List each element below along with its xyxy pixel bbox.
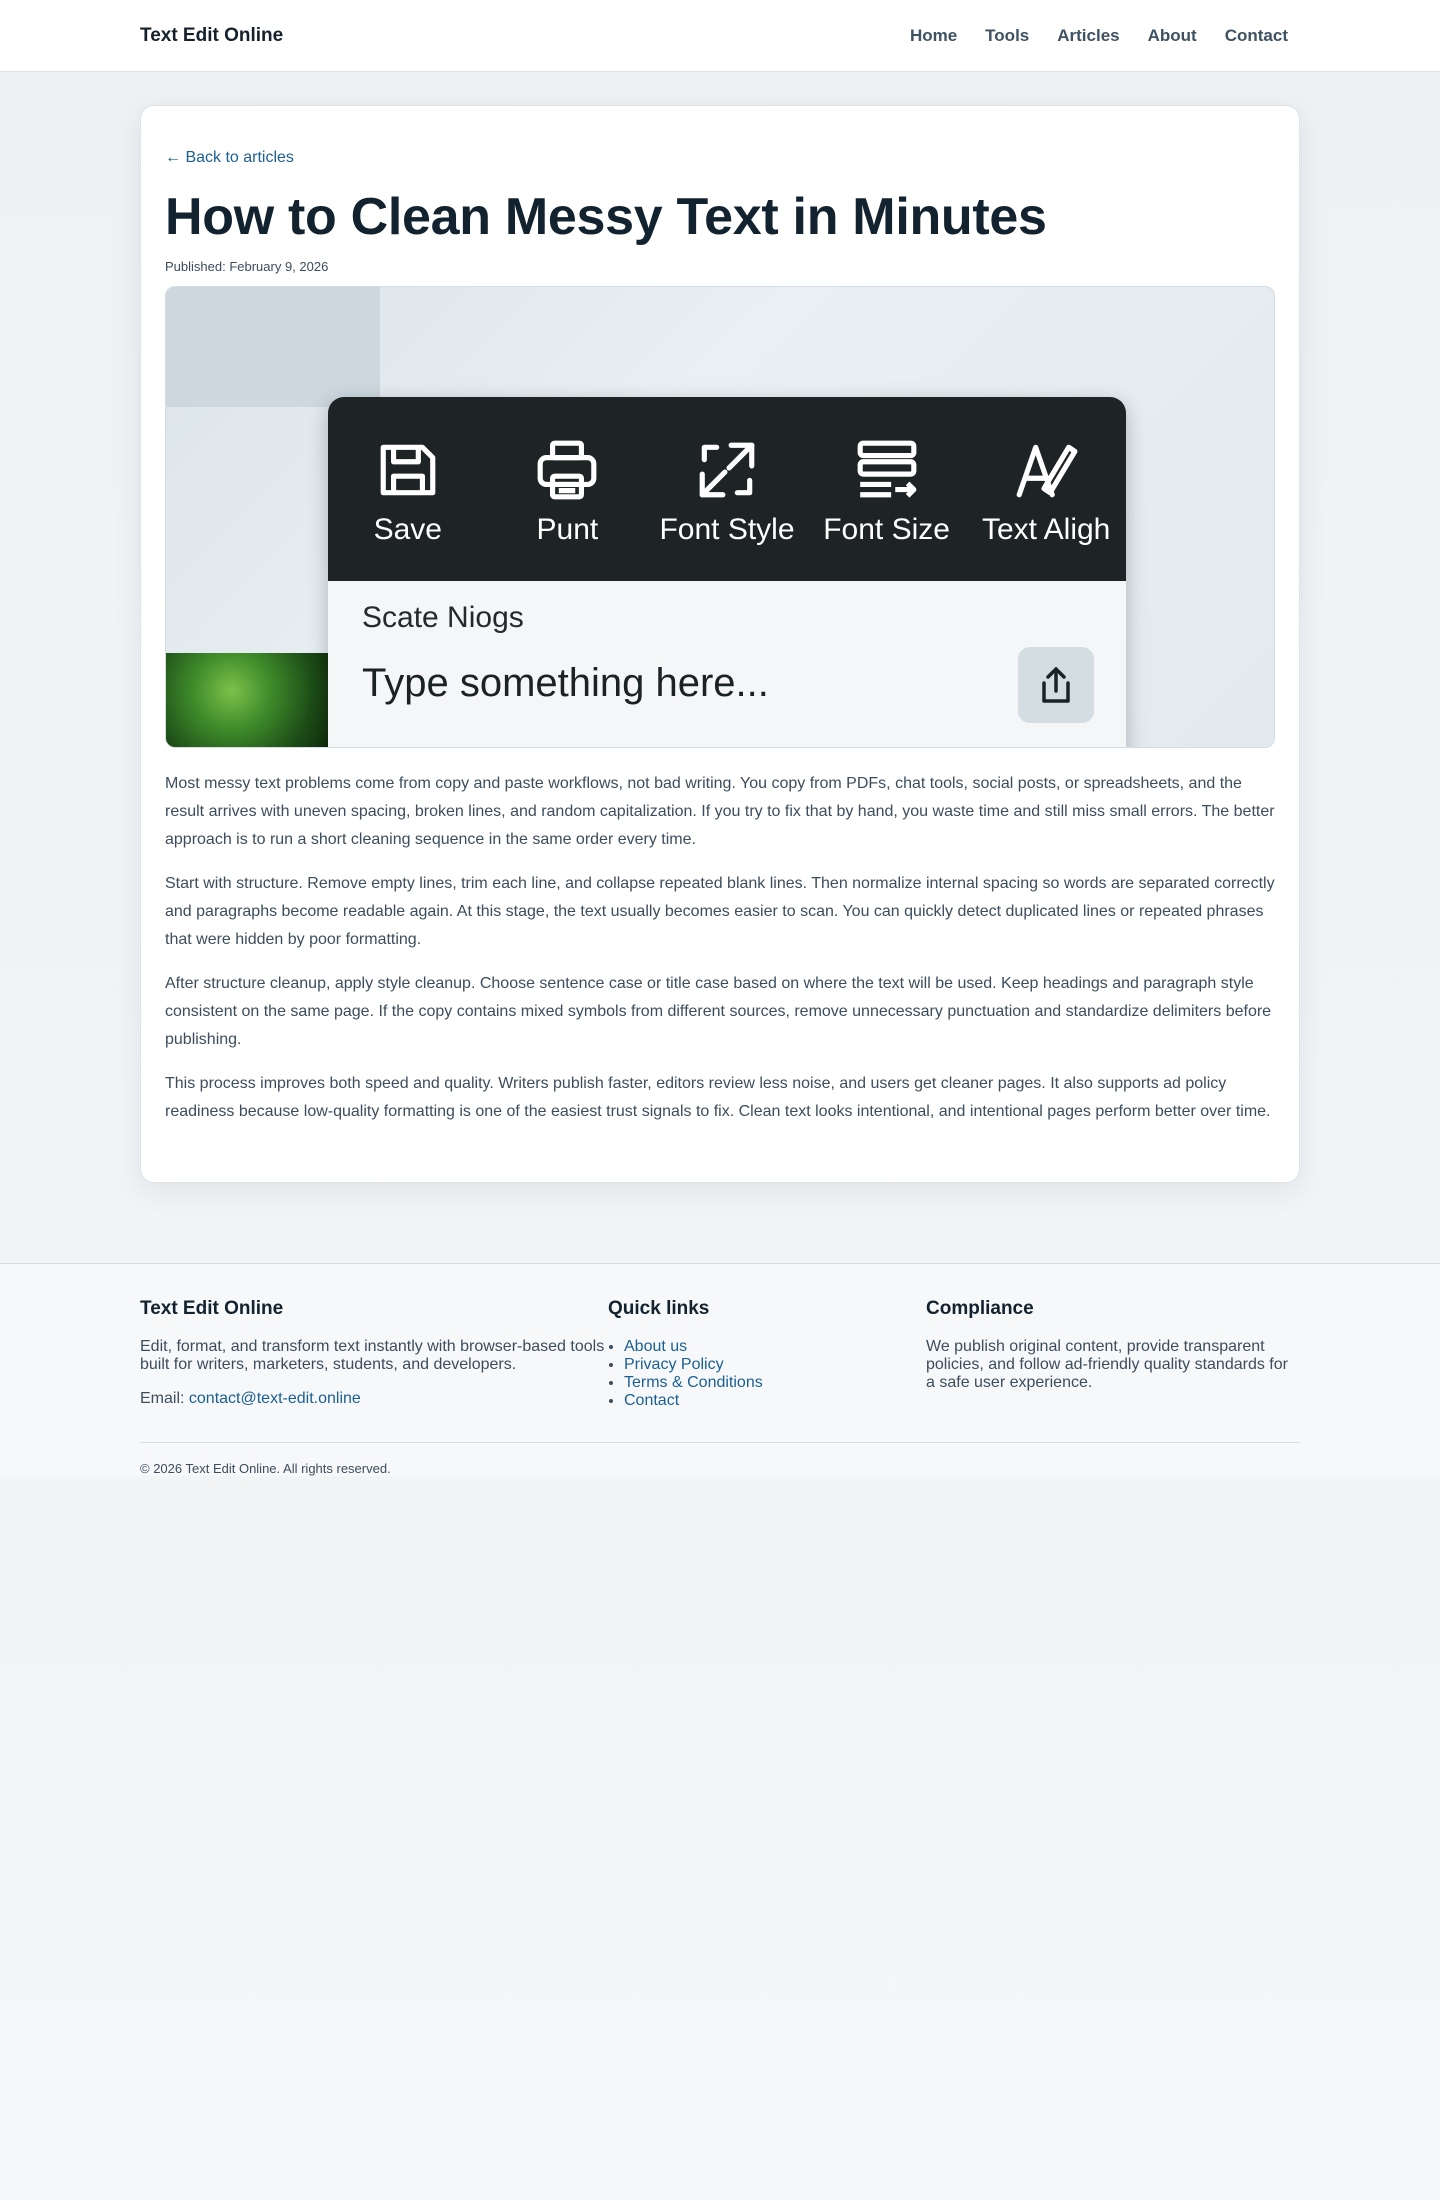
main-nav xyxy=(896,26,1300,46)
tool-font-size xyxy=(812,437,962,547)
article-title: How to Clean Messy Text in Minutes xyxy=(165,188,1047,246)
footer-columns xyxy=(140,1298,1300,1410)
tool-font-style-label: Font Style xyxy=(659,513,795,546)
article-body xyxy=(165,770,1275,1126)
footer-description: Edit, format, and transform text instantly with browser-based tools built for writers, marketers, students, and developers. xyxy=(140,1338,605,1373)
article-paragraph: After structure cleanup, apply style cleanup. Choose sentence case or title case based on where the text will be used. Keep headings and paragraph style consistent on the same page. If the copy contains mixed symbols from different sources, remove unnecessary punctuation and standardize delimiters before publishing. xyxy=(165,975,1272,1048)
list-item xyxy=(624,1374,926,1392)
article-paragraph: Most messy text problems come from copy and paste workflows, not bad writing. You copy from PDFs, chat tools, social posts, or spreadsheets, and the result arrives with uneven spacing, broken lines, and random capitalization. If you try to fix that by hand, you waste time and still miss small errors. The better approach is to run a short cleaning sequence in the same order every time. xyxy=(165,775,1275,848)
resize-arrows-icon xyxy=(694,437,760,503)
nav-articles[interactable]: Articles xyxy=(1057,26,1120,45)
back-to-articles-link[interactable]: ← Back to articles xyxy=(165,149,294,166)
footer-compliance-text: We publish original content, provide transparent policies, and follow ad-friendly quality standards for a safe user experience. xyxy=(926,1338,1288,1391)
list-item xyxy=(624,1356,926,1374)
footer-copyright: © 2026 Text Edit Online. All rights reserved. xyxy=(140,1442,1300,1476)
site-footer xyxy=(0,1263,1440,1476)
footer-quick-links-heading: Quick links xyxy=(608,1298,710,1319)
nav-about[interactable]: About xyxy=(1147,26,1197,45)
editor-body xyxy=(328,581,1126,726)
tool-print xyxy=(492,437,642,547)
stack-arrow-icon xyxy=(854,437,920,503)
footer-email-link[interactable]: contact@text-edit.online xyxy=(188,1390,361,1407)
footer-email-line xyxy=(140,1390,608,1408)
article-card xyxy=(140,105,1300,1183)
site-header xyxy=(0,0,1440,72)
tool-font-style xyxy=(652,437,802,547)
editor-input-text: Type something here... xyxy=(362,661,769,705)
tool-font-size-label: Font Size xyxy=(823,513,950,546)
email-label: Email: xyxy=(140,1390,189,1407)
article-paragraph: This process improves both speed and quality. Writers publish faster, editors review less noise, and users get cleaner pages. It also supports ad policy readiness because low-quality formatting is one of the easiest trust signals to fix. Clean text looks intentional, and intentional pages perform better over time. xyxy=(165,1075,1271,1120)
footer-inner xyxy=(140,1264,1300,1476)
plant-decoration xyxy=(166,653,330,747)
list-item xyxy=(624,1392,926,1410)
list-item xyxy=(624,1338,926,1356)
footer-link-about-us[interactable]: About us xyxy=(624,1338,688,1355)
footer-compliance-column xyxy=(926,1298,1300,1410)
editor-mockup xyxy=(328,397,1126,748)
editor-scale-label: Scate Niogs xyxy=(362,601,524,634)
footer-links-list xyxy=(608,1338,926,1410)
footer-links-column xyxy=(608,1298,926,1410)
published-date: Published: February 9, 2026 xyxy=(165,259,329,274)
nav-tools[interactable]: Tools xyxy=(985,26,1030,45)
printer-icon xyxy=(534,437,600,503)
tool-save xyxy=(333,437,483,547)
tool-save-label: Save xyxy=(373,513,442,546)
hero-image xyxy=(165,286,1275,748)
footer-brand-heading: Text Edit Online xyxy=(140,1298,284,1319)
tool-text-align-label: Text Aligh xyxy=(981,513,1111,546)
tool-print-label: Punt xyxy=(536,513,599,546)
floppy-disk-icon xyxy=(375,437,441,503)
nav-home[interactable]: Home xyxy=(909,26,958,45)
tool-text-align xyxy=(971,437,1121,547)
text-pen-icon xyxy=(1013,437,1079,503)
share-icon xyxy=(1036,665,1076,705)
hero-background-shade xyxy=(166,287,380,407)
footer-link-privacy-policy[interactable]: Privacy Policy xyxy=(624,1356,724,1373)
site-brand[interactable]: Text Edit Online xyxy=(140,25,284,46)
footer-link-terms[interactable]: Terms & Conditions xyxy=(624,1374,763,1391)
nav-contact[interactable]: Contact xyxy=(1224,26,1288,45)
editor-share-button xyxy=(1018,647,1094,723)
footer-about-column xyxy=(140,1298,608,1410)
header-inner xyxy=(140,0,1300,72)
footer-link-contact[interactable]: Contact xyxy=(624,1392,680,1409)
editor-toolbar xyxy=(328,397,1126,581)
footer-compliance-heading: Compliance xyxy=(926,1298,1034,1319)
article-paragraph: Start with structure. Remove empty lines, trim each line, and collapse repeated blank lines. Then normalize internal spacing so words are separated correctly and paragraphs become readable again. At this stage, the text usually becomes easier to scan. You can quickly detect duplicated lines or repeated phrases that were hidden by poor formatting. xyxy=(165,875,1275,948)
